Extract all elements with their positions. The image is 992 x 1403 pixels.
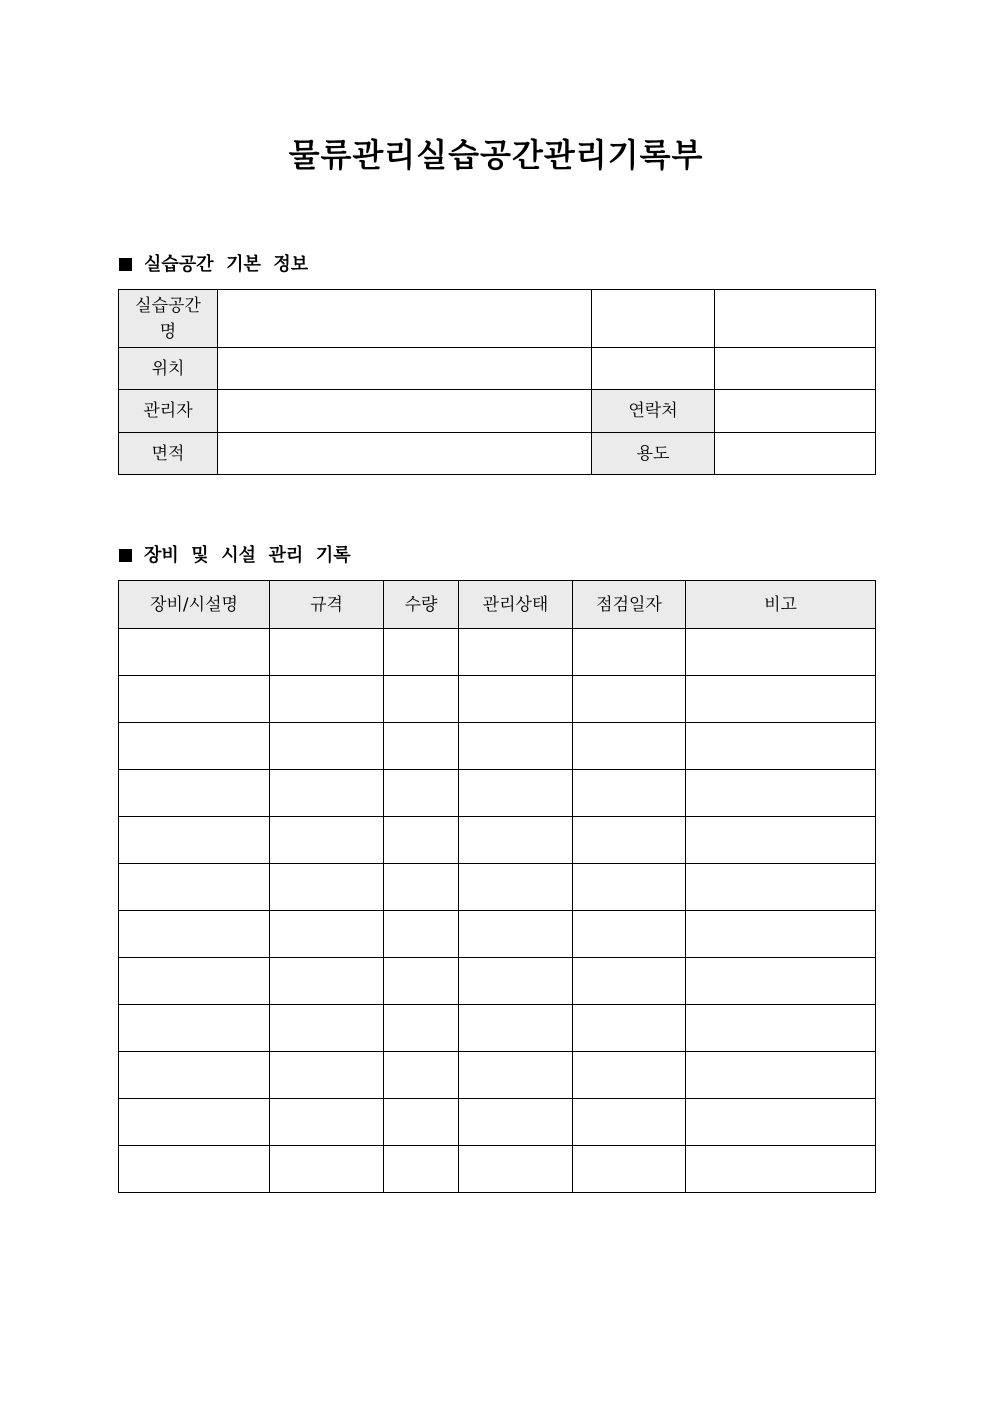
spec-cell[interactable] — [270, 1146, 384, 1193]
spec-cell[interactable] — [270, 1052, 384, 1099]
equipment-name-cell[interactable] — [119, 676, 270, 723]
column-header-remarks: 비고 — [686, 581, 876, 629]
inspection-date-cell[interactable] — [573, 676, 686, 723]
remarks-cell[interactable] — [686, 864, 876, 911]
column-header-quantity: 수량 — [384, 581, 459, 629]
quantity-cell[interactable] — [384, 958, 459, 1005]
contact-label: 연락처 — [592, 390, 715, 433]
inspection-date-cell[interactable] — [573, 1005, 686, 1052]
space-name-label: 실습공간명 — [119, 290, 218, 348]
status-cell[interactable] — [459, 629, 573, 676]
quantity-cell[interactable] — [384, 1005, 459, 1052]
location-field[interactable] — [218, 348, 592, 390]
black-square-icon — [119, 549, 132, 562]
equipment-name-cell[interactable] — [119, 629, 270, 676]
inspection-date-cell[interactable] — [573, 770, 686, 817]
quantity-cell[interactable] — [384, 1052, 459, 1099]
remarks-cell[interactable] — [686, 676, 876, 723]
inspection-date-cell[interactable] — [573, 1146, 686, 1193]
column-header-spec: 규격 — [270, 581, 384, 629]
remarks-cell[interactable] — [686, 817, 876, 864]
section-heading-basic-info-label: 실습공간 기본 정보 — [144, 254, 309, 275]
table-row — [119, 676, 876, 723]
table-row — [119, 1052, 876, 1099]
quantity-cell[interactable] — [384, 770, 459, 817]
equipment-name-cell[interactable] — [119, 1005, 270, 1052]
equipment-name-cell[interactable] — [119, 723, 270, 770]
inspection-date-cell[interactable] — [573, 1052, 686, 1099]
table-row — [119, 629, 876, 676]
spec-cell[interactable] — [270, 958, 384, 1005]
column-header-inspection-date: 점검일자 — [573, 581, 686, 629]
table-row — [119, 1099, 876, 1146]
area-field[interactable] — [218, 433, 592, 475]
remarks-cell[interactable] — [686, 1146, 876, 1193]
inspection-date-cell[interactable] — [573, 723, 686, 770]
info-row-area — [119, 433, 876, 475]
inspection-date-cell[interactable] — [573, 817, 686, 864]
equipment-name-cell[interactable] — [119, 1052, 270, 1099]
status-cell[interactable] — [459, 1146, 573, 1193]
location-label: 위치 — [119, 348, 218, 390]
spec-cell[interactable] — [270, 911, 384, 958]
info-row-space-name — [119, 290, 876, 348]
column-header-equipment-name: 장비/시설명 — [119, 581, 270, 629]
manager-label: 관리자 — [119, 390, 218, 433]
remarks-cell[interactable] — [686, 723, 876, 770]
quantity-cell[interactable] — [384, 864, 459, 911]
status-cell[interactable] — [459, 1099, 573, 1146]
spec-cell[interactable] — [270, 629, 384, 676]
remarks-cell[interactable] — [686, 1005, 876, 1052]
remarks-cell[interactable] — [686, 1052, 876, 1099]
info-row-location — [119, 348, 876, 390]
purpose-field[interactable] — [715, 433, 876, 475]
area-label: 면적 — [119, 433, 218, 475]
remarks-cell[interactable] — [686, 770, 876, 817]
table-row — [119, 817, 876, 864]
status-cell[interactable] — [459, 770, 573, 817]
section-heading-equipment-label: 장비 및 시설 관리 기록 — [144, 545, 351, 566]
blank-cell[interactable] — [715, 290, 876, 348]
table-row — [119, 770, 876, 817]
table-row — [119, 864, 876, 911]
manager-field[interactable] — [218, 390, 592, 433]
equipment-name-cell[interactable] — [119, 911, 270, 958]
inspection-date-cell[interactable] — [573, 629, 686, 676]
quantity-cell[interactable] — [384, 629, 459, 676]
table-row — [119, 958, 876, 1005]
purpose-label: 용도 — [592, 433, 715, 475]
basic-info-table — [118, 289, 876, 475]
remarks-cell[interactable] — [686, 911, 876, 958]
equipment-name-cell[interactable] — [119, 958, 270, 1005]
status-cell[interactable] — [459, 1052, 573, 1099]
section-heading-basic-info — [119, 252, 308, 278]
blank-cell[interactable] — [715, 348, 876, 390]
quantity-cell[interactable] — [384, 676, 459, 723]
remarks-cell[interactable] — [686, 629, 876, 676]
section-heading-equipment — [119, 543, 351, 569]
quantity-cell[interactable] — [384, 911, 459, 958]
contact-field[interactable] — [715, 390, 876, 433]
equipment-name-cell[interactable] — [119, 1099, 270, 1146]
info-row-manager — [119, 390, 876, 433]
equipment-name-cell[interactable] — [119, 1146, 270, 1193]
equipment-header-row — [119, 581, 876, 629]
table-row — [119, 1005, 876, 1052]
spec-cell[interactable] — [270, 1005, 384, 1052]
quantity-cell[interactable] — [384, 1146, 459, 1193]
blank-cell[interactable] — [592, 348, 715, 390]
quantity-cell[interactable] — [384, 817, 459, 864]
status-cell[interactable] — [459, 911, 573, 958]
spec-cell[interactable] — [270, 723, 384, 770]
remarks-cell[interactable] — [686, 1099, 876, 1146]
quantity-cell[interactable] — [384, 1099, 459, 1146]
blank-cell[interactable] — [592, 290, 715, 348]
equipment-name-cell[interactable] — [119, 770, 270, 817]
equipment-table-body — [119, 629, 876, 1193]
remarks-cell[interactable] — [686, 958, 876, 1005]
equipment-record-table — [118, 580, 876, 1193]
spec-cell[interactable] — [270, 817, 384, 864]
status-cell[interactable] — [459, 676, 573, 723]
equipment-name-cell[interactable] — [119, 817, 270, 864]
table-row — [119, 723, 876, 770]
space-name-field[interactable] — [218, 290, 592, 348]
inspection-date-cell[interactable] — [573, 911, 686, 958]
status-cell[interactable] — [459, 958, 573, 1005]
equipment-name-cell[interactable] — [119, 864, 270, 911]
inspection-date-cell[interactable] — [573, 958, 686, 1005]
inspection-date-cell[interactable] — [573, 864, 686, 911]
status-cell[interactable] — [459, 723, 573, 770]
spec-cell[interactable] — [270, 864, 384, 911]
column-header-status: 관리상태 — [459, 581, 573, 629]
spec-cell[interactable] — [270, 1099, 384, 1146]
table-row — [119, 1146, 876, 1193]
status-cell[interactable] — [459, 1005, 573, 1052]
quantity-cell[interactable] — [384, 723, 459, 770]
status-cell[interactable] — [459, 864, 573, 911]
status-cell[interactable] — [459, 817, 573, 864]
black-square-icon — [119, 258, 132, 271]
document-title: 물류관리실습공간관리기록부 — [288, 136, 704, 174]
spec-cell[interactable] — [270, 676, 384, 723]
spec-cell[interactable] — [270, 770, 384, 817]
inspection-date-cell[interactable] — [573, 1099, 686, 1146]
table-row — [119, 911, 876, 958]
